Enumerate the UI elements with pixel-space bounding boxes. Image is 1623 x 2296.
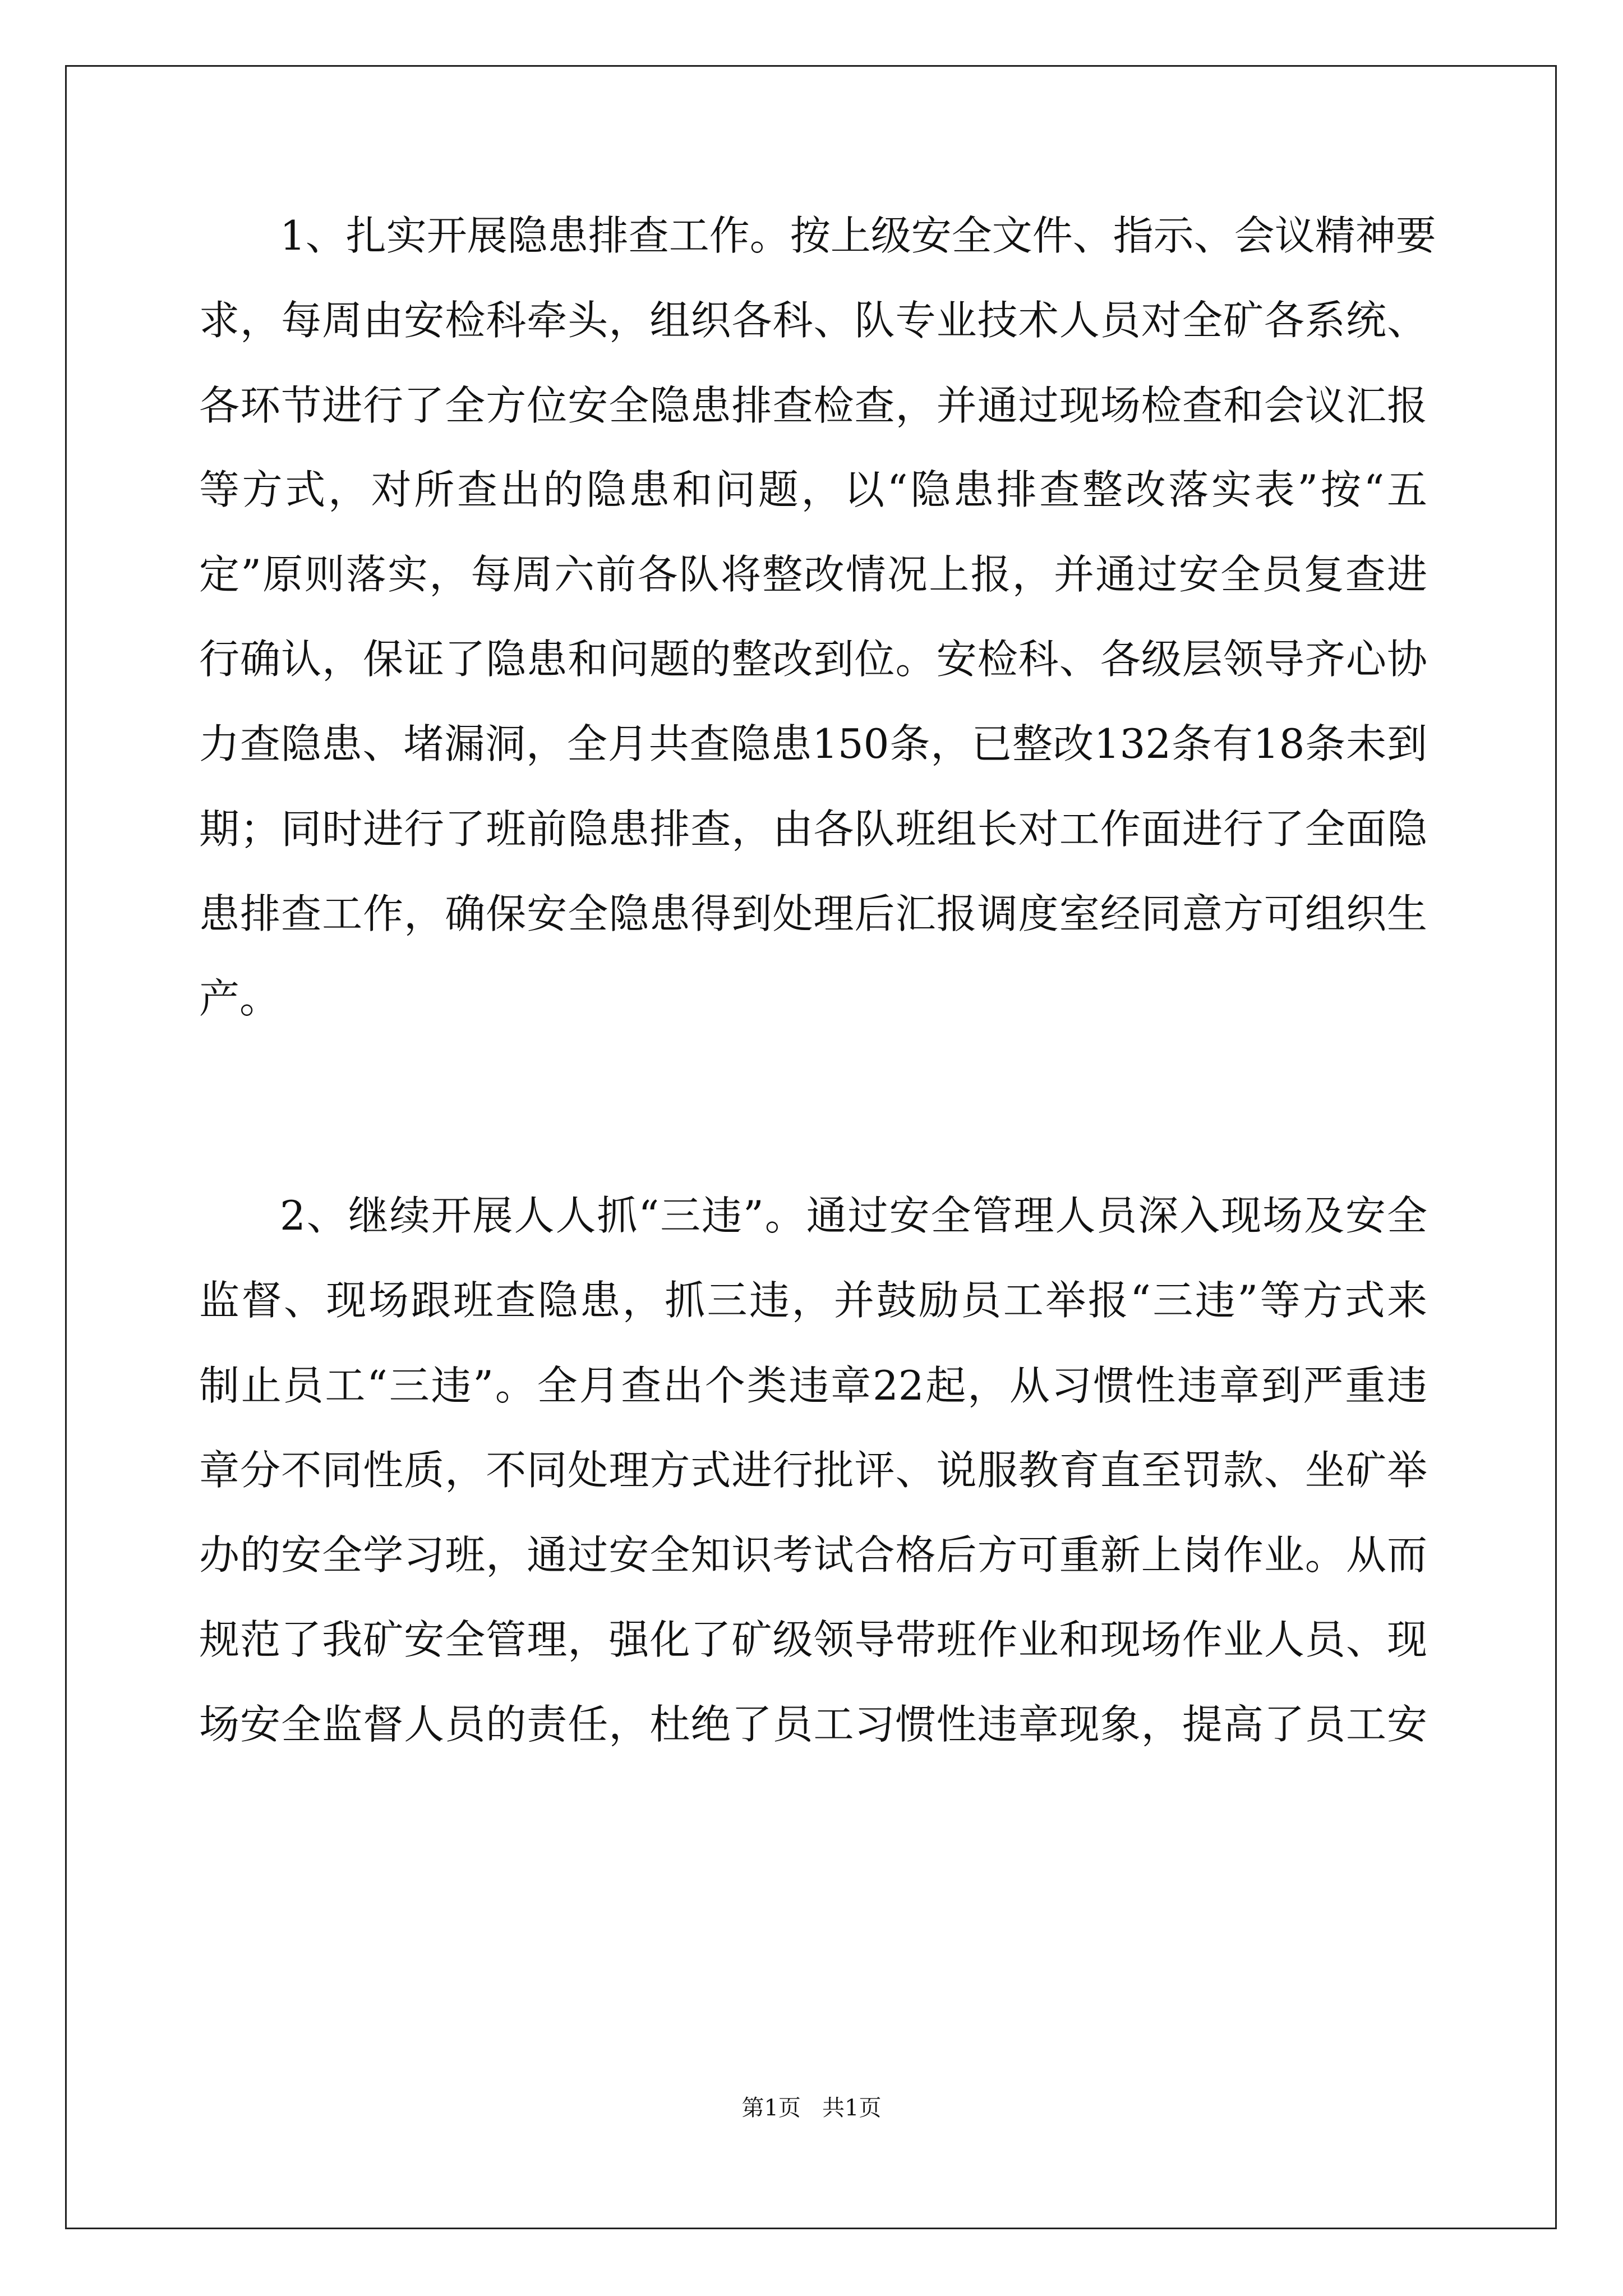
paragraph-1-line-2: 求，每周由安检科牵头，组织各科、队专业技术人员对全矿各系统、: [199, 297, 1427, 344]
paragraph-1-line-10: 产。: [199, 975, 280, 1022]
page-footer: 第1页 共1页: [741, 2095, 882, 2121]
paragraph-2-line-2: 监督、现场跟班查隐患，抓三违，并鼓励员工举报“三违”等方式来: [199, 1277, 1427, 1324]
paragraph-1-line-1: 1、扎实开展隐患排查工作。按上级安全文件、指示、会议精神要: [280, 212, 1436, 259]
paragraph-1-line-8: 期；同时进行了班前隐患排查，由各队班组长对工作面进行了全面隐: [199, 806, 1427, 853]
paragraph-1-line-6: 行确认，保证了隐患和问题的整改到位。安检科、各级层领导齐心协: [199, 636, 1427, 683]
paragraph-2-line-6: 规范了我矿安全管理，强化了矿级领导带班作业和现场作业人员、现: [199, 1616, 1427, 1663]
paragraph-1-line-3: 各环节进行了全方位安全隐患排查检查，并通过现场检查和会议汇报: [199, 382, 1427, 429]
paragraph-1-line-4: 等方式，对所查出的隐患和问题，以“隐患排查整改落实表”按“五: [199, 466, 1427, 513]
paragraph-2-line-7: 场安全监督人员的责任，杜绝了员工习惯性违章现象，提高了员工安: [199, 1701, 1427, 1748]
paragraph-2-line-1: 2、继续开展人人抓“三违”。通过安全管理人员深入现场及安全: [280, 1192, 1427, 1239]
paragraph-2-line-3: 制止员工“三违”。全月查出个类违章22起，从习惯性违章到严重违: [199, 1362, 1427, 1409]
paragraph-1-line-9: 患排查工作，确保安全隐患得到处理后汇报调度室经同意方可组织生: [199, 890, 1427, 937]
paragraph-1-line-5: 定”原则落实，每周六前各队将整改情况上报，并通过安全员复查进: [199, 551, 1427, 598]
paragraph-2-line-4: 章分不同性质，不同处理方式进行批评、说服教育直至罚款、坐矿举: [199, 1447, 1427, 1494]
paragraph-1-line-7: 力查隐患、堵漏洞，全月共查隐患150条，已整改132条有18条未到: [199, 720, 1427, 767]
paragraph-2-line-5: 办的安全学习班，通过安全知识考试合格后方可重新上岗作业。从而: [199, 1531, 1427, 1579]
